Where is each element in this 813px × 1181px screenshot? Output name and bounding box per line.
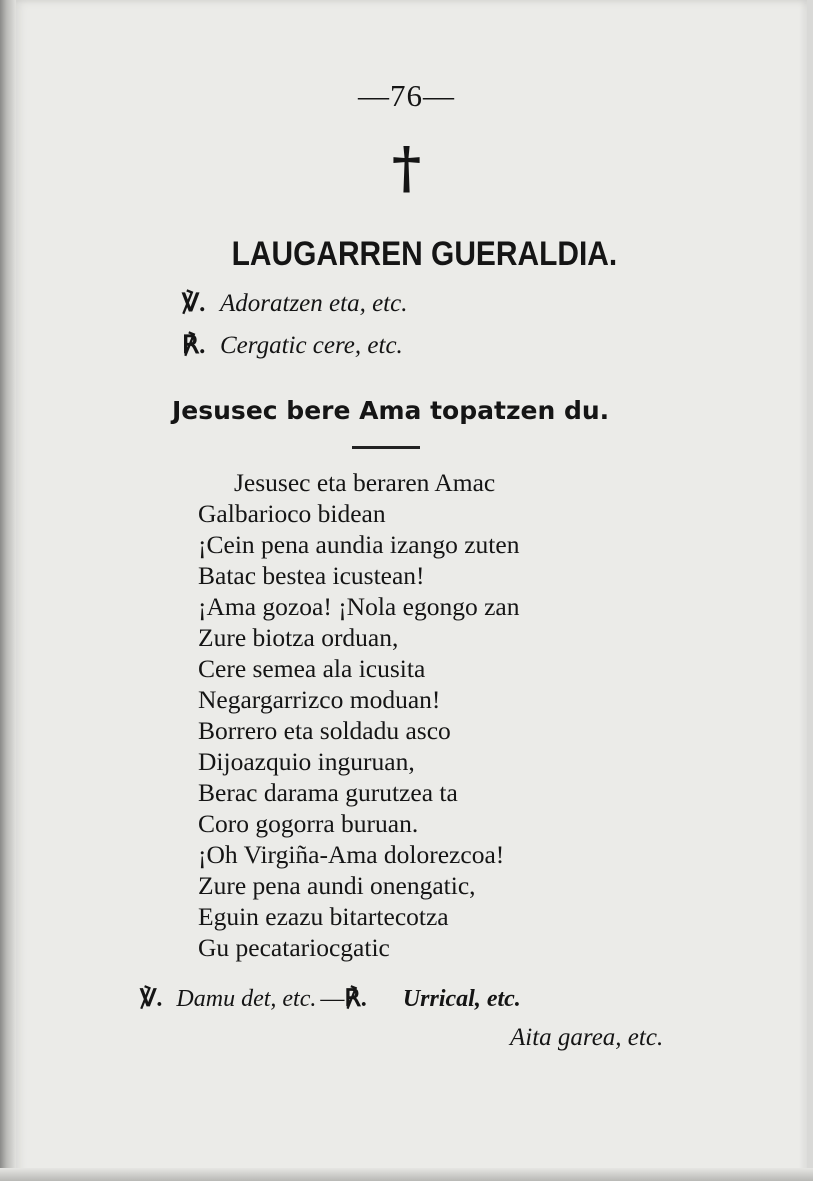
page-number: —76— bbox=[358, 78, 455, 113]
response-text: Cergatic cere, etc. bbox=[220, 332, 403, 359]
closing-versicle-symbol: ℣. bbox=[140, 986, 163, 1012]
poem-line: Zure pena aundi onengatic, bbox=[198, 871, 476, 900]
response-line bbox=[182, 330, 403, 360]
versicle-text: Adoratzen eta, etc. bbox=[220, 290, 408, 317]
closing-versicle-text: Damu det, etc. bbox=[176, 986, 317, 1012]
poem-line: Zure biotza orduan, bbox=[198, 623, 399, 652]
closing-dash: — bbox=[320, 986, 345, 1012]
poem-line: Batac bestea icustean! bbox=[198, 561, 425, 590]
divider-rule bbox=[352, 446, 420, 449]
poem-line: ¡Ama gozoa! ¡Nola egongo zan bbox=[198, 592, 520, 621]
response-symbol: ℟. bbox=[182, 332, 206, 359]
poem-line: ¡Oh Virgiña-Ama dolorezcoa! bbox=[198, 840, 505, 869]
poem-line: ¡Cein pena aundia izango zuten bbox=[198, 530, 520, 559]
poem-line: Negargarrizco moduan! bbox=[198, 685, 441, 714]
poem-body bbox=[198, 467, 519, 963]
poem-line: Gu pecatariocgatic bbox=[198, 933, 390, 962]
poem-line: Jesusec eta beraren Amac bbox=[234, 468, 496, 497]
poem-line: Eguin ezazu bitartecotza bbox=[198, 902, 449, 931]
section-subtitle: Jesusec bere Ama topatzen du. bbox=[172, 396, 610, 425]
poem-line: Coro gogorra buruan. bbox=[198, 809, 419, 838]
versicle-line bbox=[182, 288, 407, 318]
cross-icon: † bbox=[391, 135, 422, 201]
closing-response-text: Urrical, etc. bbox=[402, 986, 521, 1012]
poem-line: Galbarioco bidean bbox=[198, 499, 386, 528]
poem-line: Berac darama gurutzea ta bbox=[198, 778, 458, 807]
closing-response-symbol: ℟. bbox=[344, 986, 367, 1012]
poem-line: Cere semea ala icusita bbox=[198, 654, 426, 683]
page-bottom-edge bbox=[0, 1168, 813, 1181]
poem-line: Borrero eta soldadu asco bbox=[198, 716, 451, 745]
closing-versicle bbox=[140, 984, 521, 1013]
section-heading: LAUGARREN GUERALDIA. bbox=[231, 235, 618, 273]
poem-line: Dijoazquio inguruan, bbox=[198, 747, 415, 776]
closing-final-line: Aita garea, etc. bbox=[510, 1024, 664, 1051]
versicle-symbol: ℣. bbox=[182, 290, 206, 317]
